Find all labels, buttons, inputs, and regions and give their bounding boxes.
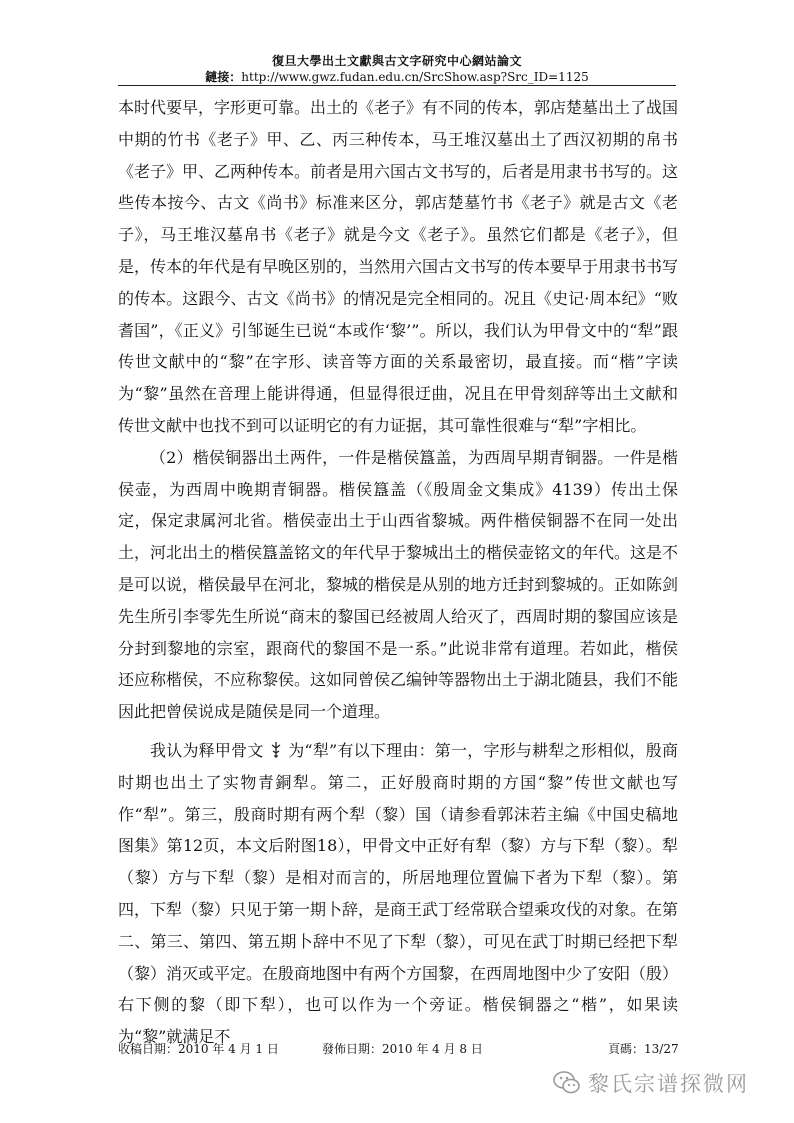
page-number: 頁碼：13/27 — [608, 1042, 679, 1056]
watermark — [552, 1066, 782, 1100]
published-date: 發佈日期：2010 年 4 月 8 日 — [322, 1042, 483, 1056]
paragraph-3-lead: 我认为释甲骨文 — [150, 740, 264, 760]
link-label: 鏈接： — [205, 70, 242, 84]
source-link[interactable]: http://www.gwz.fudan.edu.cn/SrcShow.asp?Src_ID=1125 — [241, 70, 589, 84]
header-rule — [118, 85, 676, 86]
site-title: 復旦大學出土文獻與古文字研究中心網站論文 — [271, 54, 522, 68]
wechat-icon — [552, 1068, 582, 1098]
source-link-line — [0, 68, 794, 85]
oracle-bone-glyph-icon — [269, 741, 283, 759]
paragraph-1: 本时代要早，字形更可靠。出土的《老子》有不同的传本，郭店楚墓出土了战国中期的竹书《老子》甲、乙、丙三种传本，马王堆汉墓出土了西汉初期的帛书《老子》甲、乙两种传本。前者是用六国古文书写的，后者是用隶书书写的。这些传本按今、古文《尚书》标准来区分，郭店楚墓竹书《老子》就是古文《老子》，马王堆汉墓帛书《老子》就是今文《老子》。虽然它们都是《老子》，但是，传本的年代是有早晚区别的，当然用六国古文书写的传本要早于用隶书书写的传本。这跟今、古文《尚书》的情况是完全相同的。况且《史记·周本纪》“败耆国”，《正义》引邹诞生已说“本或作‘黎’”。所以，我们认为甲骨文中的“犁”跟传世文献中的“黎”在字形、读音等方面的关系最密切，最直接。而“楷”字读为“黎”虽然在音理上能讲得通，但显得很迂曲，况且在甲骨刻辞等出土文献和传世文献中也找不到可以证明它的有力证据，其可靠性很难与“犁”字相比。 — [118, 98, 679, 435]
article-body — [118, 92, 678, 1053]
paragraph-3-text: 为“犁”有以下理由：第一，字形与耕犁之形相似，殷商时期也出土了实物青銅犁。第二，正好殷商时期的方国“黎”传世文献也写作“犁”。第三，殷商时期有两个犁（黎）国（请参看郭沫若主编《中国史稿地图集》第12页，本文后附图18），甲骨文中正好有犁（黎）方与下犁（黎）。犁（黎）方与下犁（黎）是相对而言的，所居地理位置偏下者为下犁（黎）。第四，下犁（黎）只见于第一期卜辞，是商王武丁经常联合望乘攻伐的对象。在第二、第三、第四、第五期卜辞中不见了下犁（黎），可见在武丁时期已经把下犁（黎）消灭或平定。在殷商地图中有两个方国黎，在西周地图中少了安阳（殷）右下侧的黎（即下犁），也可以作为一个旁证。楷侯铜器之“楷”，如果读为“黎”就满足不 — [118, 740, 679, 1047]
paragraph-3 — [118, 735, 678, 1053]
received-date: 收稿日期：2010 年 4 月 1 日 — [118, 1042, 279, 1056]
watermark-text: 黎氏宗谱探微网 — [588, 1072, 749, 1096]
paragraph-2: （2）楷侯铜器出土两件，一件是楷侯簋盖，为西周早期青铜器。一件是楷侯壶，为西周中晚期青铜器。楷侯簋盖（《殷周金文集成》4139）传出土保定，保定隶属河北省。楷侯壶出土于山西省黎城。两件楷侯铜器不在同一处出土，河北出土的楷侯簋盖铭文的年代早于黎城出土的楷侯壶铭文的年代。这是不是可以说，楷侯最早在河北，黎城的楷侯是从别的地方迁封到黎城的。正如陈剑先生所引李零先生所说“商末的黎国已经被周人给灭了，西周时期的黎国应该是分封到黎地的宗室，跟商代的黎国不是一系。”此说非常有道理。若如此，楷侯还应称楷侯，不应称黎侯。这如同曾侯乙编钟等器物出土于湖北随县，我们不能因此把曾侯说成是随侯是同一个道理。 — [118, 447, 679, 722]
